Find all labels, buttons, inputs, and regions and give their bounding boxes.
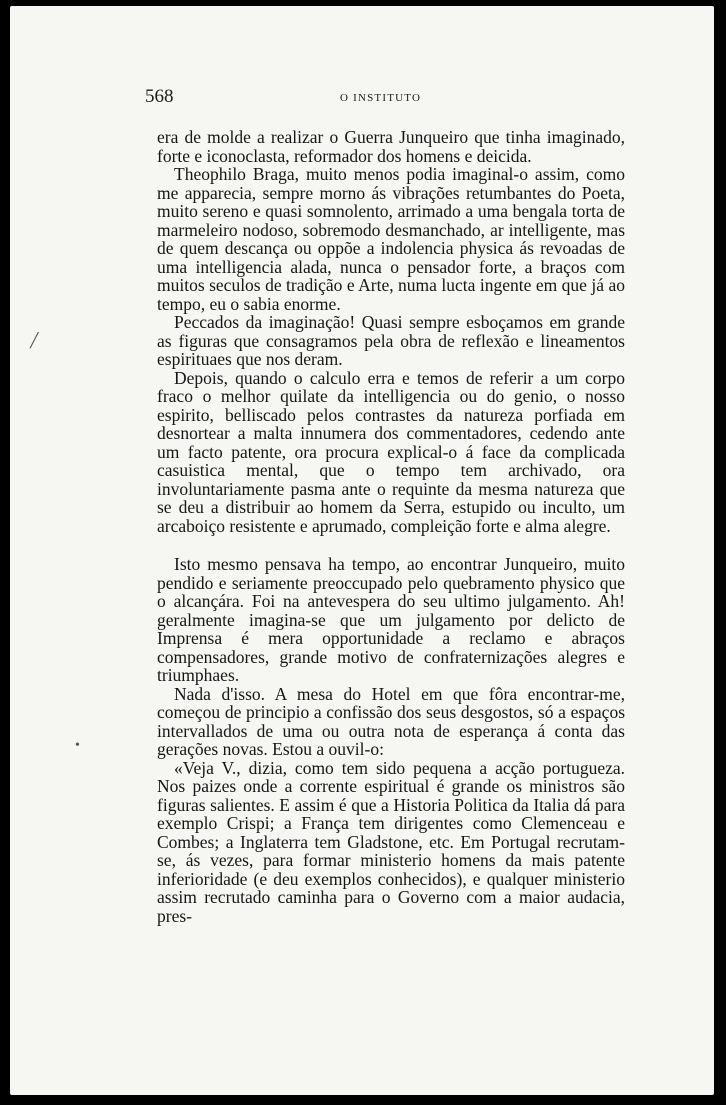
paragraph-peccados: Peccados da imaginação! Quasi sempre esboçamos em grande as figuras que consagramos pela obra de reflexão e lineamentos espirituaes que nos deram. <box>157 312 625 369</box>
paragraph-theophilo: Theophilo Braga, muito menos podia imaginal-o assim, como me apparecia, sempre morno ás vibrações retumbantes do Poeta, muito sereno e quasi somnolento, arrimado a uma bengala torta de marmeleiro nodoso, sobremodo desmanchado, ar intelligente, mas de quem descança ou oppõe a indolencia physica ás revoadas de uma intelligencia alada, nunca o pensador forte, a braços com muitos seculos de tradição e Arte, numa lucta ingente em que já ao tempo, eu o sabia enorme. <box>157 164 625 314</box>
body-text <box>157 128 625 925</box>
page-header <box>145 86 623 110</box>
page-number: 568 <box>145 86 174 107</box>
paragraph-quote: «Veja V., dizia, como tem sido pequena a acção portugueza. Nos paizes onde a corrente espiritual é grande os ministros são figuras salientes. E assim é que a Historia Politica da Italia dá para exemplo Crispi; a França tem dirigentes como Clemenceau e Combes; a Inglaterra tem Gladstone, etc. Em Portugal recrutam-se, ás vezes, para formar ministerio homens da mais patente inferioridade (e deu exemplos conhecidos), e qualquer ministerio assim recrutado caminha para o Governo com a maior audacia, pres- <box>157 757 625 926</box>
paragraph-depois: Depois, quando o calculo erra e temos de referir a um corpo fraco o melhor quilate da intelligencia ou do genio, o nosso espirito, belliscado pelos contrastes da natureza porfiada em desnortear a malta innumera dos commentadores, cedendo ante um facto patente, ora procura explical-o á face da complicada casuistica mental, que o tempo tem archivado, ora involuntariamente pasma ante o requinte da mesma natureza que se deu a distribuir ao homem da Serra, estupido ou inculto, um arcaboiço resistente e aprumado, compleição forte e alma alegre. <box>157 367 625 536</box>
paragraph-continuation: era de molde a realizar o Guerra Junqueiro que tinha imaginado, forte e iconoclasta, reformador dos homens e deicida. <box>157 127 625 166</box>
margin-pencil-mark: • <box>75 738 80 753</box>
running-title: O INSTITUTO <box>340 92 422 104</box>
paragraph-isto-mesmo: Isto mesmo pensava ha tempo, ao encontrar Junqueiro, muito pendido e seriamente preoccupado pelo quebramento physico que o alcançára. Foi na antevespera do seu ultimo julgamento. Ah! geralmente imagina-se que um julgamento por delicto de Imprensa é mera opportunidade a reclamo e abraços compensadores, grande motivo de confraternizações alegres e triumphaes. <box>157 554 625 685</box>
margin-pencil-mark: ╱ <box>30 334 39 349</box>
paragraph-nada-disso: Nada d'isso. A mesa do Hotel em que fôra encontrar-me, começou de principio a confissão dos seus desgostos, só a espaços intervallados de uma ou outra nota de esperança á conta das gerações novas. Estou a ouvil-o: <box>157 683 625 759</box>
